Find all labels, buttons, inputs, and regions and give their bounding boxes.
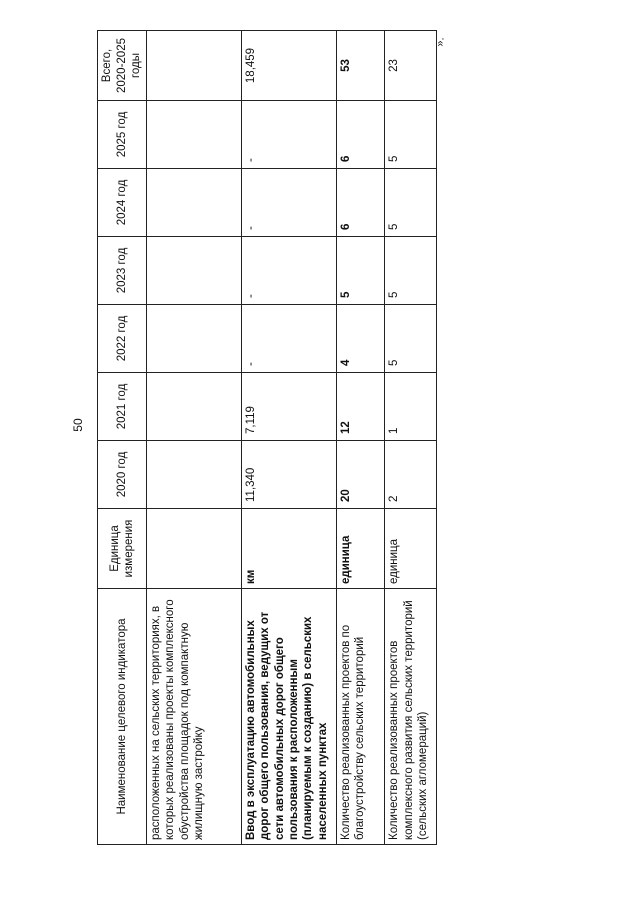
value-2020-cell: 11,340 xyxy=(241,441,336,509)
value-2021-cell: 7,119 xyxy=(241,373,336,441)
value-2023-cell: - xyxy=(241,237,336,305)
header-2020: 2020 год xyxy=(98,441,147,509)
value-2023-cell xyxy=(147,237,242,305)
unit-cell: км xyxy=(241,509,336,589)
value-2022-cell: 4 xyxy=(336,305,385,373)
value-2024-cell: 6 xyxy=(336,169,385,237)
table-row xyxy=(147,31,242,845)
value-2025-cell: 6 xyxy=(336,101,385,169)
header-indicator-name: Наименование целевого индикатора xyxy=(98,589,147,845)
value-2022-cell xyxy=(147,305,242,373)
total-cell xyxy=(147,31,242,101)
value-2021-cell xyxy=(147,373,242,441)
table-row xyxy=(241,31,336,845)
value-2022-cell: - xyxy=(241,305,336,373)
value-2024-cell: 5 xyxy=(385,169,437,237)
page-number: 50 xyxy=(71,418,85,432)
value-2021-cell: 12 xyxy=(336,373,385,441)
value-2020-cell: 20 xyxy=(336,441,385,509)
header-2021: 2021 год xyxy=(98,373,147,441)
value-2022-cell: 5 xyxy=(385,305,437,373)
value-2025-cell: 5 xyxy=(385,101,437,169)
value-2025-cell xyxy=(147,101,242,169)
value-2024-cell: - xyxy=(241,169,336,237)
indicator-name-cell: расположенных на сельских территориях, в которых реализованы проекты комплексного обустройства площадок под компактную жилищную застройку xyxy=(147,589,242,845)
header-2025: 2025 год xyxy=(98,101,147,169)
total-cell: 23 xyxy=(385,31,437,101)
indicator-name-cell: Ввод в эксплуатацию автомобильных дорог общего пользования, ведущих от сети автомобильных дорог общего пользования к расположенным (планируемым к созданию) в сельских населенных пунктах xyxy=(241,589,336,845)
table-row xyxy=(385,31,437,845)
header-2024: 2024 год xyxy=(98,169,147,237)
value-2021-cell: 1 xyxy=(385,373,437,441)
indicator-name-cell: Количество реализованных проектов по благоустройству сельских территорий xyxy=(336,589,385,845)
header-total: Всего, 2020-2025 годы xyxy=(98,31,147,101)
header-2023: 2023 год xyxy=(98,237,147,305)
unit-cell: единица xyxy=(385,509,437,589)
total-cell: 18,459 xyxy=(241,31,336,101)
table-header-row xyxy=(98,31,147,845)
target-indicators-table xyxy=(97,30,437,845)
value-2023-cell: 5 xyxy=(385,237,437,305)
value-2020-cell xyxy=(147,441,242,509)
value-2024-cell xyxy=(147,169,242,237)
value-2020-cell: 2 xyxy=(385,441,437,509)
value-2025-cell: - xyxy=(241,101,336,169)
value-2023-cell: 5 xyxy=(336,237,385,305)
header-unit: Единица измерения xyxy=(98,509,147,589)
unit-cell xyxy=(147,509,242,589)
header-2022: 2022 год xyxy=(98,305,147,373)
unit-cell: единица xyxy=(336,509,385,589)
indicator-name-cell: Количество реализованных проектов комплексного развития сельских территорий (сельских агломераций) xyxy=(385,589,437,845)
total-cell: 53 xyxy=(336,31,385,101)
table-row xyxy=(336,31,385,845)
indicator-table-container xyxy=(97,31,437,845)
closing-quote-mark: ». xyxy=(434,37,447,47)
